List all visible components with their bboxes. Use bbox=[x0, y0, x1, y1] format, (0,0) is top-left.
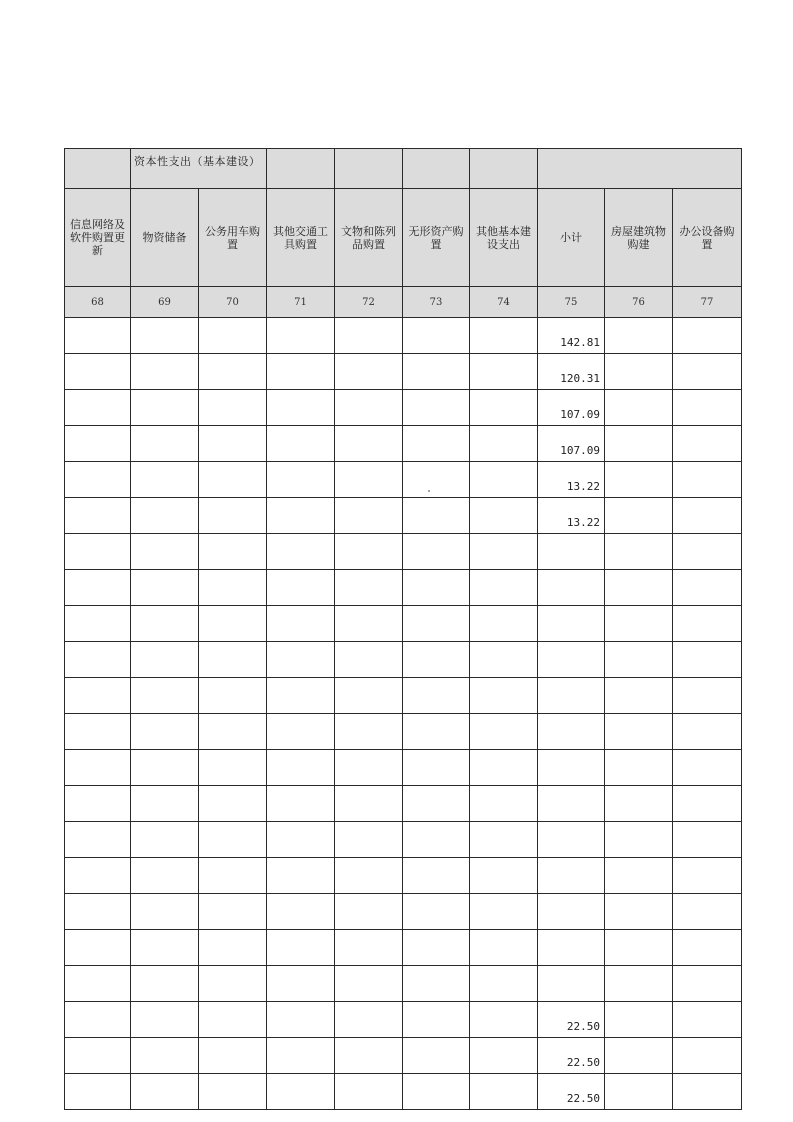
table-cell bbox=[65, 1074, 131, 1110]
column-header: 公务用车购置 bbox=[199, 189, 267, 287]
table-row bbox=[65, 930, 742, 966]
table-row bbox=[65, 318, 742, 354]
table-cell bbox=[403, 1074, 470, 1110]
table-cell bbox=[470, 894, 538, 930]
table-cell bbox=[403, 894, 470, 930]
table-cell bbox=[65, 966, 131, 1002]
table-cell bbox=[470, 498, 538, 534]
table-cell bbox=[131, 1002, 199, 1038]
table-cell bbox=[199, 426, 267, 462]
table-cell bbox=[199, 570, 267, 606]
table-cell: 22.50 bbox=[538, 1038, 605, 1074]
table-row bbox=[65, 894, 742, 930]
table-row bbox=[65, 606, 742, 642]
table-cell bbox=[199, 894, 267, 930]
table-cell bbox=[65, 570, 131, 606]
table-cell bbox=[403, 822, 470, 858]
column-header: 文物和陈列品购置 bbox=[335, 189, 403, 287]
table-row bbox=[65, 858, 742, 894]
section-title-row bbox=[65, 149, 742, 189]
table-cell: 107.09 bbox=[538, 390, 605, 426]
table-cell bbox=[470, 570, 538, 606]
table-cell bbox=[65, 822, 131, 858]
table-cell bbox=[538, 750, 605, 786]
column-number: 71 bbox=[267, 287, 335, 318]
table-cell bbox=[335, 390, 403, 426]
title-row-blank-cell bbox=[65, 149, 131, 189]
table-cell bbox=[199, 642, 267, 678]
table-cell bbox=[605, 750, 673, 786]
table-cell bbox=[131, 1038, 199, 1074]
table-cell bbox=[673, 822, 742, 858]
table-body bbox=[65, 318, 742, 1110]
table-cell bbox=[673, 462, 742, 498]
table-cell bbox=[673, 858, 742, 894]
table-cell bbox=[673, 1074, 742, 1110]
table-cell bbox=[673, 642, 742, 678]
table-cell bbox=[267, 570, 335, 606]
column-number: 77 bbox=[673, 287, 742, 318]
table-cell bbox=[605, 534, 673, 570]
table-cell bbox=[267, 714, 335, 750]
table-cell bbox=[470, 678, 538, 714]
table-cell bbox=[605, 1074, 673, 1110]
table-cell bbox=[673, 786, 742, 822]
table-cell bbox=[267, 930, 335, 966]
table-cell bbox=[538, 858, 605, 894]
column-header: 房屋建筑物购建 bbox=[605, 189, 673, 287]
table-cell bbox=[199, 966, 267, 1002]
table-row bbox=[65, 714, 742, 750]
table-cell bbox=[538, 894, 605, 930]
table-cell bbox=[538, 822, 605, 858]
table-cell bbox=[65, 318, 131, 354]
column-number: 75 bbox=[538, 287, 605, 318]
table-cell bbox=[335, 1038, 403, 1074]
table-cell bbox=[267, 678, 335, 714]
table-cell bbox=[605, 1038, 673, 1074]
table-cell bbox=[673, 678, 742, 714]
table-cell bbox=[605, 426, 673, 462]
table-cell bbox=[65, 426, 131, 462]
table-cell bbox=[335, 714, 403, 750]
table-cell bbox=[673, 1038, 742, 1074]
table-cell bbox=[605, 354, 673, 390]
table-cell bbox=[65, 750, 131, 786]
table-cell bbox=[605, 642, 673, 678]
table-cell bbox=[403, 714, 470, 750]
table-cell bbox=[131, 498, 199, 534]
table-row bbox=[65, 1038, 742, 1074]
table-cell bbox=[605, 786, 673, 822]
table-cell bbox=[131, 750, 199, 786]
table-cell bbox=[470, 462, 538, 498]
table-cell bbox=[131, 570, 199, 606]
table-cell bbox=[470, 354, 538, 390]
table-cell bbox=[403, 750, 470, 786]
table-cell bbox=[403, 318, 470, 354]
column-number: 68 bbox=[65, 287, 131, 318]
table-cell bbox=[199, 786, 267, 822]
table-cell bbox=[673, 498, 742, 534]
table-cell bbox=[673, 570, 742, 606]
table-cell bbox=[65, 1002, 131, 1038]
table-cell: 120.31 bbox=[538, 354, 605, 390]
table-cell bbox=[403, 426, 470, 462]
table-cell bbox=[65, 390, 131, 426]
table-cell bbox=[470, 930, 538, 966]
column-number: 72 bbox=[335, 287, 403, 318]
table-cell bbox=[65, 642, 131, 678]
table-cell bbox=[335, 1002, 403, 1038]
table-cell bbox=[538, 714, 605, 750]
table-cell bbox=[267, 894, 335, 930]
table-cell bbox=[403, 678, 470, 714]
table-cell bbox=[267, 1038, 335, 1074]
table-cell bbox=[470, 714, 538, 750]
table-cell bbox=[403, 1002, 470, 1038]
table-cell bbox=[403, 786, 470, 822]
table-cell bbox=[131, 534, 199, 570]
table-row bbox=[65, 1002, 742, 1038]
table-cell bbox=[673, 714, 742, 750]
table-cell bbox=[538, 786, 605, 822]
table-row bbox=[65, 822, 742, 858]
table-cell bbox=[267, 1074, 335, 1110]
table-cell bbox=[403, 570, 470, 606]
table-cell bbox=[335, 462, 403, 498]
title-row-blank-cell bbox=[335, 149, 403, 189]
table-cell bbox=[267, 354, 335, 390]
table-cell bbox=[403, 390, 470, 426]
table-row bbox=[65, 570, 742, 606]
table-cell bbox=[538, 642, 605, 678]
table-cell bbox=[335, 966, 403, 1002]
table-row bbox=[65, 786, 742, 822]
table-cell bbox=[335, 1074, 403, 1110]
table-cell: 142.81 bbox=[538, 318, 605, 354]
table-cell bbox=[131, 426, 199, 462]
table-cell bbox=[403, 498, 470, 534]
table-cell bbox=[470, 822, 538, 858]
column-number: 76 bbox=[605, 287, 673, 318]
table-cell bbox=[199, 822, 267, 858]
column-number: 74 bbox=[470, 287, 538, 318]
column-header: 无形资产购置 bbox=[403, 189, 470, 287]
table-cell bbox=[199, 498, 267, 534]
table-cell bbox=[470, 606, 538, 642]
table-cell: 22.50 bbox=[538, 1074, 605, 1110]
table-row bbox=[65, 462, 742, 498]
table-cell bbox=[65, 858, 131, 894]
table-cell bbox=[605, 318, 673, 354]
table-cell bbox=[673, 606, 742, 642]
table-cell bbox=[538, 570, 605, 606]
table-cell bbox=[673, 354, 742, 390]
table-row bbox=[65, 1074, 742, 1110]
table-cell bbox=[199, 462, 267, 498]
header-row bbox=[65, 189, 742, 287]
table-cell bbox=[199, 714, 267, 750]
table-cell bbox=[538, 534, 605, 570]
table-cell bbox=[131, 858, 199, 894]
table-cell bbox=[267, 318, 335, 354]
expenditure-table bbox=[64, 148, 742, 1110]
table-cell: 13.22 bbox=[538, 498, 605, 534]
table-cell bbox=[673, 1002, 742, 1038]
table-cell bbox=[131, 822, 199, 858]
table-cell bbox=[673, 750, 742, 786]
table-cell bbox=[267, 606, 335, 642]
table-cell bbox=[131, 714, 199, 750]
table-cell bbox=[131, 966, 199, 1002]
table-cell bbox=[470, 318, 538, 354]
column-header: 办公设备购置 bbox=[673, 189, 742, 287]
table-cell bbox=[605, 1002, 673, 1038]
table-cell bbox=[605, 462, 673, 498]
table-cell bbox=[403, 534, 470, 570]
table-cell bbox=[199, 534, 267, 570]
table-cell bbox=[335, 822, 403, 858]
title-row-blank-cell bbox=[267, 149, 335, 189]
table-cell bbox=[673, 318, 742, 354]
table-cell bbox=[605, 930, 673, 966]
table-cell bbox=[131, 462, 199, 498]
table-cell bbox=[267, 786, 335, 822]
table-cell bbox=[335, 570, 403, 606]
table-cell bbox=[131, 606, 199, 642]
table-cell bbox=[131, 786, 199, 822]
table-cell bbox=[335, 426, 403, 462]
column-header: 其他基本建设支出 bbox=[470, 189, 538, 287]
title-row-blank-cell bbox=[403, 149, 470, 189]
table-cell bbox=[267, 858, 335, 894]
table-cell bbox=[403, 858, 470, 894]
table-cell bbox=[470, 534, 538, 570]
scan-speck bbox=[428, 490, 430, 492]
table-cell bbox=[199, 354, 267, 390]
table-cell bbox=[538, 966, 605, 1002]
table-cell bbox=[131, 894, 199, 930]
table-cell bbox=[199, 318, 267, 354]
table-cell bbox=[403, 642, 470, 678]
table-cell bbox=[673, 966, 742, 1002]
table-cell bbox=[403, 462, 470, 498]
column-number: 69 bbox=[131, 287, 199, 318]
table-cell bbox=[267, 750, 335, 786]
table-cell bbox=[605, 714, 673, 750]
column-number: 73 bbox=[403, 287, 470, 318]
table-cell bbox=[131, 930, 199, 966]
table-row bbox=[65, 498, 742, 534]
table-cell bbox=[538, 930, 605, 966]
column-header: 小计 bbox=[538, 189, 605, 287]
table-cell bbox=[267, 390, 335, 426]
table-cell bbox=[267, 642, 335, 678]
table-cell bbox=[131, 390, 199, 426]
table-row bbox=[65, 642, 742, 678]
section-title: 资本性支出（基本建设） bbox=[131, 149, 267, 189]
table-cell: 13.22 bbox=[538, 462, 605, 498]
table-cell bbox=[199, 606, 267, 642]
table-cell bbox=[470, 642, 538, 678]
table-cell bbox=[470, 1038, 538, 1074]
table-row bbox=[65, 426, 742, 462]
table-cell bbox=[199, 1002, 267, 1038]
table-cell bbox=[470, 426, 538, 462]
column-number-row bbox=[65, 287, 742, 318]
table-cell bbox=[65, 354, 131, 390]
table-cell bbox=[605, 966, 673, 1002]
table-cell bbox=[199, 930, 267, 966]
table-cell bbox=[131, 1074, 199, 1110]
table-cell bbox=[335, 318, 403, 354]
table-cell bbox=[538, 606, 605, 642]
table-cell bbox=[199, 750, 267, 786]
table-cell bbox=[65, 462, 131, 498]
table-cell bbox=[605, 894, 673, 930]
table-cell bbox=[605, 858, 673, 894]
table-row bbox=[65, 678, 742, 714]
table-cell bbox=[673, 534, 742, 570]
table-row bbox=[65, 354, 742, 390]
table-cell bbox=[65, 678, 131, 714]
table-cell bbox=[199, 390, 267, 426]
table-cell bbox=[335, 498, 403, 534]
table-cell bbox=[65, 498, 131, 534]
table-cell bbox=[267, 822, 335, 858]
table-cell bbox=[199, 1038, 267, 1074]
table-cell bbox=[673, 390, 742, 426]
table-cell bbox=[470, 1002, 538, 1038]
table-cell bbox=[403, 966, 470, 1002]
table-cell bbox=[267, 462, 335, 498]
table-cell bbox=[470, 966, 538, 1002]
table-cell bbox=[335, 894, 403, 930]
table-cell bbox=[605, 678, 673, 714]
table-cell bbox=[605, 606, 673, 642]
table-cell bbox=[335, 534, 403, 570]
table-cell bbox=[335, 750, 403, 786]
table-cell bbox=[65, 606, 131, 642]
table-cell bbox=[131, 318, 199, 354]
table-cell bbox=[335, 642, 403, 678]
table-cell bbox=[267, 1002, 335, 1038]
table-cell bbox=[470, 786, 538, 822]
table-cell bbox=[65, 786, 131, 822]
table-cell bbox=[470, 750, 538, 786]
table-cell bbox=[403, 606, 470, 642]
table-cell bbox=[538, 678, 605, 714]
table-cell bbox=[470, 858, 538, 894]
table-cell bbox=[605, 570, 673, 606]
table-cell bbox=[65, 714, 131, 750]
table-cell bbox=[131, 678, 199, 714]
table-cell bbox=[403, 930, 470, 966]
table-cell bbox=[131, 642, 199, 678]
table-cell bbox=[470, 390, 538, 426]
table-cell bbox=[267, 426, 335, 462]
table-cell: 107.09 bbox=[538, 426, 605, 462]
table-cell bbox=[267, 534, 335, 570]
table-cell bbox=[673, 930, 742, 966]
table-cell bbox=[267, 498, 335, 534]
table-cell bbox=[131, 354, 199, 390]
table-row bbox=[65, 966, 742, 1002]
table-row bbox=[65, 534, 742, 570]
column-number: 70 bbox=[199, 287, 267, 318]
title-row-blank-cell bbox=[538, 149, 742, 189]
table-cell bbox=[65, 894, 131, 930]
table-cell bbox=[335, 930, 403, 966]
table-cell bbox=[403, 354, 470, 390]
table-row bbox=[65, 750, 742, 786]
table-cell: 22.50 bbox=[538, 1002, 605, 1038]
column-header: 信息网络及软件购置更新 bbox=[65, 189, 131, 287]
table-cell bbox=[470, 1074, 538, 1110]
table-cell bbox=[605, 822, 673, 858]
table-cell bbox=[335, 678, 403, 714]
table-cell bbox=[267, 966, 335, 1002]
column-header: 物资储备 bbox=[131, 189, 199, 287]
table-cell bbox=[65, 534, 131, 570]
table-cell bbox=[199, 1074, 267, 1110]
table-cell bbox=[335, 786, 403, 822]
table-cell bbox=[65, 930, 131, 966]
column-header: 其他交通工具购置 bbox=[267, 189, 335, 287]
table-cell bbox=[403, 1038, 470, 1074]
table-cell bbox=[605, 498, 673, 534]
table-cell bbox=[673, 894, 742, 930]
table-cell bbox=[65, 1038, 131, 1074]
table-cell bbox=[199, 678, 267, 714]
table-cell bbox=[335, 354, 403, 390]
table-cell bbox=[335, 858, 403, 894]
title-row-blank-cell bbox=[470, 149, 538, 189]
table-cell bbox=[335, 606, 403, 642]
table-cell bbox=[199, 858, 267, 894]
table-row bbox=[65, 390, 742, 426]
table-cell bbox=[605, 390, 673, 426]
table-cell bbox=[673, 426, 742, 462]
